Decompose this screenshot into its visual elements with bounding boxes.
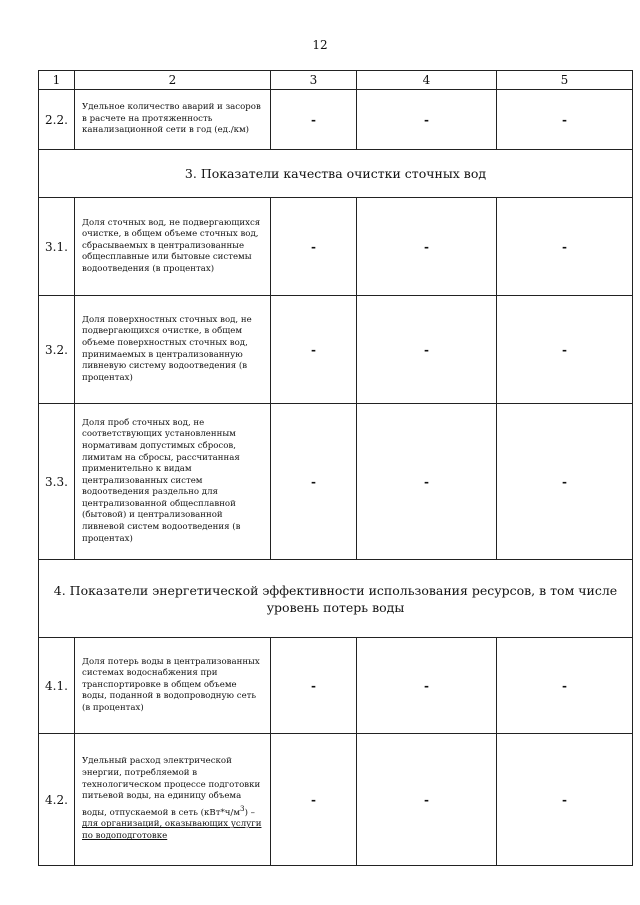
value-cell: - bbox=[271, 198, 357, 296]
row-number: 2.2. bbox=[39, 90, 75, 150]
value-cell: - bbox=[497, 404, 633, 560]
value-cell: - bbox=[357, 90, 497, 150]
row-number: 4.2. bbox=[39, 734, 75, 866]
value-cell: - bbox=[271, 90, 357, 150]
value-cell: - bbox=[497, 296, 633, 404]
row-number: 3.1. bbox=[39, 198, 75, 296]
header-cell: 2 bbox=[75, 71, 271, 90]
table-header-row bbox=[39, 71, 633, 90]
value-cell: - bbox=[357, 734, 497, 866]
value-cell: - bbox=[357, 198, 497, 296]
page-number: 12 bbox=[312, 38, 328, 52]
indicator-description: Удельное количество аварий и засоров в расчете на протяженность канализационной сети в год (ед./км) bbox=[75, 90, 271, 150]
section-title bbox=[39, 560, 633, 638]
value-cell: - bbox=[357, 404, 497, 560]
value-cell: - bbox=[497, 198, 633, 296]
underlined-note: для организаций, оказывающих услуги по водоподготовке bbox=[82, 819, 262, 841]
section-title: 3. Показатели качества очистки сточных вод bbox=[39, 150, 633, 198]
header-cell: 4 bbox=[357, 71, 497, 90]
table-row bbox=[39, 638, 633, 734]
section-header-row bbox=[39, 150, 633, 198]
indicator-description: Доля проб сточных вод, не соответствующих установленным нормативам допустимых сбросов, лимитам на сбросы, рассчитанная применительно к видам централизованных систем водоотведения раздельно для централизованной общесплавной (бытовой) и централизованной ливневой систем водоотведения (в процентах) bbox=[75, 404, 271, 560]
row-number: 3.2. bbox=[39, 296, 75, 404]
indicators-table bbox=[38, 70, 633, 866]
table-row bbox=[39, 404, 633, 560]
value-cell: - bbox=[357, 296, 497, 404]
value-cell: - bbox=[497, 734, 633, 866]
indicator-description bbox=[75, 734, 271, 866]
row-number: 3.3. bbox=[39, 404, 75, 560]
value-cell: - bbox=[497, 638, 633, 734]
value-cell: - bbox=[271, 734, 357, 866]
table-row bbox=[39, 296, 633, 404]
header-cell: 5 bbox=[497, 71, 633, 90]
description-text: Удельный расход электрической энергии, потребляемой в технологическом процессе подготовки питьевой воды, на единицу объема воды, отпускаемой в сеть (кВт*ч/м bbox=[82, 756, 261, 818]
value-cell: - bbox=[271, 296, 357, 404]
row-number: 4.1. bbox=[39, 638, 75, 734]
indicator-description: Доля сточных вод, не подвергающихся очистке, в общем объеме сточных вод, сбрасываемых в централизованные общесплавные или бытовые системы водоотведения (в процентах) bbox=[75, 198, 271, 296]
value-cell: - bbox=[271, 404, 357, 560]
indicator-description: Доля потерь воды в централизованных системах водоснабжения при транспортировке в общем объеме воды, поданной в водопроводную сеть (в процентах) bbox=[75, 638, 271, 734]
description-text: ) – bbox=[244, 807, 255, 818]
table-row bbox=[39, 734, 633, 866]
value-cell: - bbox=[271, 638, 357, 734]
section-header-row bbox=[39, 560, 633, 638]
superscript: 3 bbox=[240, 803, 245, 813]
indicator-description: Доля поверхностных сточных вод, не подвергающихся очистке, в общем объеме поверхностных сточных вод, принимаемых в централизованную ливневую систему водоотведения (в процентах) bbox=[75, 296, 271, 404]
section-title-line: уровень потерь воды bbox=[266, 599, 405, 615]
table-row bbox=[39, 90, 633, 150]
header-cell: 1 bbox=[39, 71, 75, 90]
header-cell: 3 bbox=[271, 71, 357, 90]
value-cell: - bbox=[357, 638, 497, 734]
table-row bbox=[39, 198, 633, 296]
section-title-line: 4. Показатели энергетической эффективности использования ресурсов, в том числе bbox=[53, 582, 618, 598]
value-cell: - bbox=[497, 90, 633, 150]
